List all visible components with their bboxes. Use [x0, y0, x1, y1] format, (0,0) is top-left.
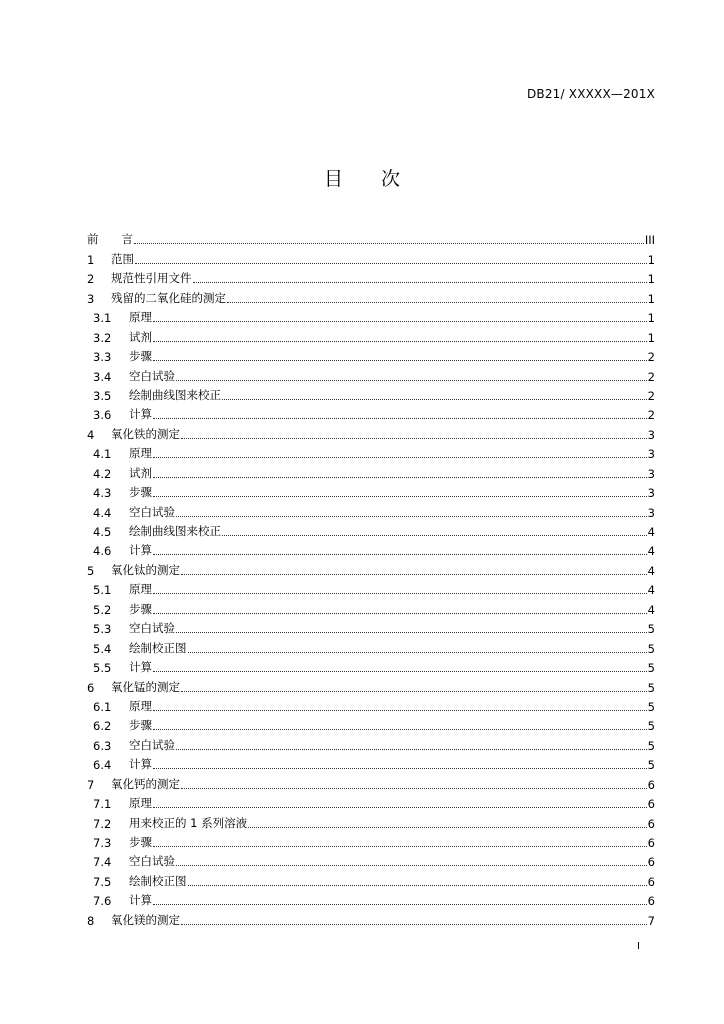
toc-leader-dots: [248, 826, 647, 828]
toc-entry-number: 3.3: [93, 350, 112, 365]
toc-entry-page: 5: [647, 738, 655, 753]
toc-entry-number: 4: [87, 427, 95, 442]
toc-entry-label: 绘制曲线图来校正: [129, 387, 221, 402]
toc-entry-page: 6: [647, 894, 655, 909]
toc-entry[interactable]: [87, 908, 655, 927]
toc-entry-label: 计算: [129, 543, 152, 558]
toc-entry-page: 1: [647, 330, 655, 345]
toc-entry[interactable]: [87, 636, 655, 655]
toc-entry-label: 绘制校正图: [129, 873, 187, 888]
toc-entry-page: 5: [647, 719, 655, 734]
toc-entry[interactable]: [87, 325, 655, 344]
toc-entry-label: 步骤: [129, 601, 152, 616]
toc-entry[interactable]: [87, 772, 655, 791]
toc-leader-dots: [153, 728, 647, 730]
toc-entry[interactable]: [87, 695, 655, 714]
toc-entry-number: 4.2: [93, 466, 112, 481]
toc-leader-dots: [176, 379, 647, 381]
toc-leader-dots: [181, 690, 647, 692]
toc-leader-dots: [153, 612, 647, 614]
toc-leader-dots: [181, 923, 647, 925]
toc-entry-number: 3.5: [93, 388, 112, 403]
toc-entry-page: 5: [647, 699, 655, 714]
toc-leader-dots: [153, 340, 647, 342]
toc-entry-label: 前 言: [87, 232, 133, 247]
toc-entry-number: 6.4: [93, 758, 112, 773]
toc-entry-page: 2: [647, 388, 655, 403]
toc-leader-dots: [153, 456, 647, 458]
toc-entry-label: 计算: [129, 893, 152, 908]
toc-entry-page: 3: [647, 427, 655, 442]
toc-entry-label: 范围: [111, 251, 134, 266]
toc-entry-number: 5: [87, 563, 95, 578]
toc-title: [0, 164, 724, 191]
toc-entry-label: 空白试验: [129, 621, 175, 636]
toc-entry[interactable]: [87, 869, 655, 888]
toc-entry-page: 6: [647, 797, 655, 812]
toc-entry-number: 5.5: [93, 661, 112, 676]
toc-entry-page: 1: [647, 252, 655, 267]
toc-entry-page: 5: [647, 661, 655, 676]
toc-entry-label: 原理: [129, 796, 152, 811]
toc-entry-label: 试剂: [129, 329, 152, 344]
toc-entry-label: 原理: [129, 582, 152, 597]
toc-entry-number: 6: [87, 680, 95, 695]
toc-entry[interactable]: [87, 345, 655, 364]
toc-leader-dots: [153, 767, 647, 769]
toc-entry[interactable]: [87, 850, 655, 869]
toc-entry-page: 1: [647, 272, 655, 287]
toc-entry[interactable]: [87, 831, 655, 850]
toc-leader-dots: [222, 398, 647, 400]
toc-entry-page: 5: [647, 622, 655, 637]
toc-entry[interactable]: [87, 520, 655, 539]
toc-entry[interactable]: [87, 889, 655, 908]
toc-entry[interactable]: [87, 461, 655, 480]
toc-leader-dots: [188, 884, 647, 886]
toc-entry[interactable]: [87, 733, 655, 752]
toc-entry-page: III: [644, 233, 655, 248]
toc-leader-dots: [153, 592, 647, 594]
toc-entry[interactable]: [87, 539, 655, 558]
toc-title-right: 次: [381, 168, 401, 190]
footer-page-number: I: [637, 941, 640, 952]
toc-entry-label: 步骤: [129, 835, 152, 849]
toc-leader-dots: [153, 845, 647, 847]
toc-entry-label: 原理: [129, 310, 152, 325]
toc-entry-label: 步骤: [129, 718, 152, 733]
toc-entry-page: 5: [647, 758, 655, 773]
toc-entry[interactable]: [87, 714, 655, 733]
toc-leader-dots: [222, 534, 647, 536]
toc-entry[interactable]: [87, 597, 655, 616]
toc-entry-label: 试剂: [129, 465, 152, 480]
toc-entry-label: 氧化铁的测定: [111, 426, 180, 441]
toc-entry[interactable]: [87, 753, 655, 772]
toc-entry-number: 5.3: [93, 622, 112, 637]
toc-entry-page: 3: [647, 447, 655, 462]
toc-entry-label: 氧化钛的测定: [111, 562, 180, 577]
toc-entry-page: 6: [647, 777, 655, 792]
toc-title-left: 目: [323, 168, 343, 190]
toc-entry-label: 用来校正的 1 系列溶液: [129, 815, 248, 830]
toc-entry-label: 空白试验: [129, 737, 175, 752]
toc-entry[interactable]: [87, 792, 655, 811]
toc-entry-number: 4.4: [93, 505, 112, 520]
toc-entry[interactable]: [87, 228, 655, 247]
toc-leader-dots: [188, 651, 647, 653]
toc-entry-page: 1: [647, 291, 655, 306]
toc-entry-label: 空白试验: [129, 368, 175, 383]
toc-entry-number: 7.2: [93, 816, 112, 831]
toc-entry-number: 7.5: [93, 874, 112, 889]
toc-entry-page: 3: [647, 486, 655, 501]
toc-leader-dots: [181, 437, 647, 439]
toc-entry-number: 4.3: [93, 486, 112, 501]
toc-entry-page: 4: [647, 602, 655, 617]
toc-entry-page: 7: [647, 913, 655, 928]
toc-leader-dots: [176, 864, 647, 866]
toc-entry-page: 3: [647, 505, 655, 520]
toc-entry-number: 2: [87, 272, 95, 287]
toc-entry-page: 2: [647, 408, 655, 423]
toc-entry-number: 7.3: [93, 836, 112, 850]
toc-leader-dots: [176, 748, 647, 750]
toc-entry-label: 绘制校正图: [129, 640, 187, 655]
toc-entry-page: 4: [647, 563, 655, 578]
toc-entry-number: 3.6: [93, 408, 112, 423]
toc-entry[interactable]: [87, 286, 655, 305]
toc-entry-number: 3.1: [93, 311, 112, 326]
toc-leader-dots: [227, 301, 647, 303]
toc-entry-number: 7: [87, 777, 95, 792]
toc-leader-dots: [153, 709, 647, 711]
toc-entry[interactable]: [87, 403, 655, 422]
toc-entry-label: 绘制曲线图来校正: [129, 524, 221, 538]
toc-entry-label: 步骤: [129, 485, 152, 500]
toc-entry-number: 7.4: [93, 855, 112, 870]
toc-entry[interactable]: [87, 656, 655, 675]
toc-entry-number: 7.6: [93, 894, 112, 909]
toc-entry-number: 5.1: [93, 583, 112, 598]
toc-leader-dots: [153, 670, 647, 672]
toc-entry[interactable]: [87, 442, 655, 461]
toc-entry-page: 2: [647, 369, 655, 384]
toc-entry[interactable]: [87, 247, 655, 266]
toc-entry[interactable]: [87, 578, 655, 597]
toc-entry-label: 氧化钙的测定: [111, 776, 180, 791]
toc-entry-number: 6.3: [93, 738, 112, 753]
toc-entry[interactable]: [87, 558, 655, 577]
toc-leader-dots: [193, 281, 647, 283]
toc-entry-number: 3.2: [93, 330, 112, 345]
toc-entry-label: 原理: [129, 698, 152, 713]
toc-entry[interactable]: [87, 422, 655, 441]
toc-entry[interactable]: [87, 384, 655, 403]
toc-entry-number: 6.1: [93, 699, 112, 714]
toc-entry-number: 6.2: [93, 719, 112, 734]
toc-leader-dots: [153, 903, 647, 905]
toc-leader-dots: [153, 476, 647, 478]
toc-entry-page: 6: [647, 855, 655, 870]
toc-leader-dots: [135, 262, 647, 264]
toc-leader-dots: [153, 553, 647, 555]
toc-entry[interactable]: [87, 617, 655, 636]
toc-leader-dots: [181, 573, 647, 575]
toc-entry-page: 4: [647, 525, 655, 539]
toc-entry-label: 步骤: [129, 349, 152, 364]
toc-entry-page: 5: [647, 680, 655, 695]
toc-entry-page: 4: [647, 583, 655, 598]
toc-entry-page: 2: [647, 350, 655, 365]
toc-leader-dots: [153, 495, 647, 497]
toc-entry[interactable]: [87, 364, 655, 383]
toc-entry-number: 5.4: [93, 641, 112, 656]
toc-entry[interactable]: [87, 811, 655, 830]
toc-entry[interactable]: [87, 675, 655, 694]
toc-entry[interactable]: [87, 306, 655, 325]
toc-entry-number: 4.1: [93, 447, 112, 462]
toc-entry-label: 计算: [129, 407, 152, 422]
toc-entry-page: 6: [647, 836, 655, 850]
toc-entry-page: 1: [647, 311, 655, 326]
toc-entry-label: 空白试验: [129, 854, 175, 869]
document-code: DB21/ XXXXX—201X: [526, 87, 655, 101]
toc-leader-dots: [181, 787, 647, 789]
toc-leader-dots: [153, 806, 647, 808]
toc-entry-number: 4.6: [93, 544, 112, 559]
toc-entry-number: 1: [87, 252, 95, 267]
toc-entry-page: 6: [647, 816, 655, 831]
toc-leader-dots: [153, 417, 647, 419]
toc-entry-label: 氧化锰的测定: [111, 679, 180, 694]
toc-entry-label: 原理: [129, 446, 152, 461]
toc-entry-number: 3: [87, 291, 95, 306]
toc-leader-dots: [134, 242, 644, 244]
toc-entry[interactable]: [87, 267, 655, 286]
toc-entry-label: 空白试验: [129, 504, 175, 519]
toc-entry-number: 5.2: [93, 602, 112, 617]
toc-entry-number: 8: [87, 913, 95, 928]
toc-entry[interactable]: [87, 500, 655, 519]
toc-entry-number: 4.5: [93, 525, 112, 539]
toc-entry-label: 计算: [129, 660, 152, 675]
toc-entry-label: 规范性引用文件: [111, 271, 192, 286]
toc-entry-number: 3.4: [93, 369, 112, 384]
toc-entry-page: 3: [647, 466, 655, 481]
toc-leader-dots: [153, 359, 647, 361]
toc-entry-page: 6: [647, 874, 655, 889]
toc-entry-label: 残留的二氧化硅的测定: [111, 290, 226, 305]
table-of-contents: [87, 228, 655, 928]
toc-leader-dots: [153, 320, 647, 322]
toc-entry-page: 5: [647, 641, 655, 656]
toc-entry-number: 7.1: [93, 797, 112, 812]
toc-leader-dots: [176, 631, 647, 633]
toc-entry[interactable]: [87, 481, 655, 500]
toc-leader-dots: [176, 515, 647, 517]
toc-entry-label: 氧化镁的测定: [111, 912, 180, 927]
toc-entry-label: 计算: [129, 757, 152, 772]
toc-entry-page: 4: [647, 544, 655, 559]
